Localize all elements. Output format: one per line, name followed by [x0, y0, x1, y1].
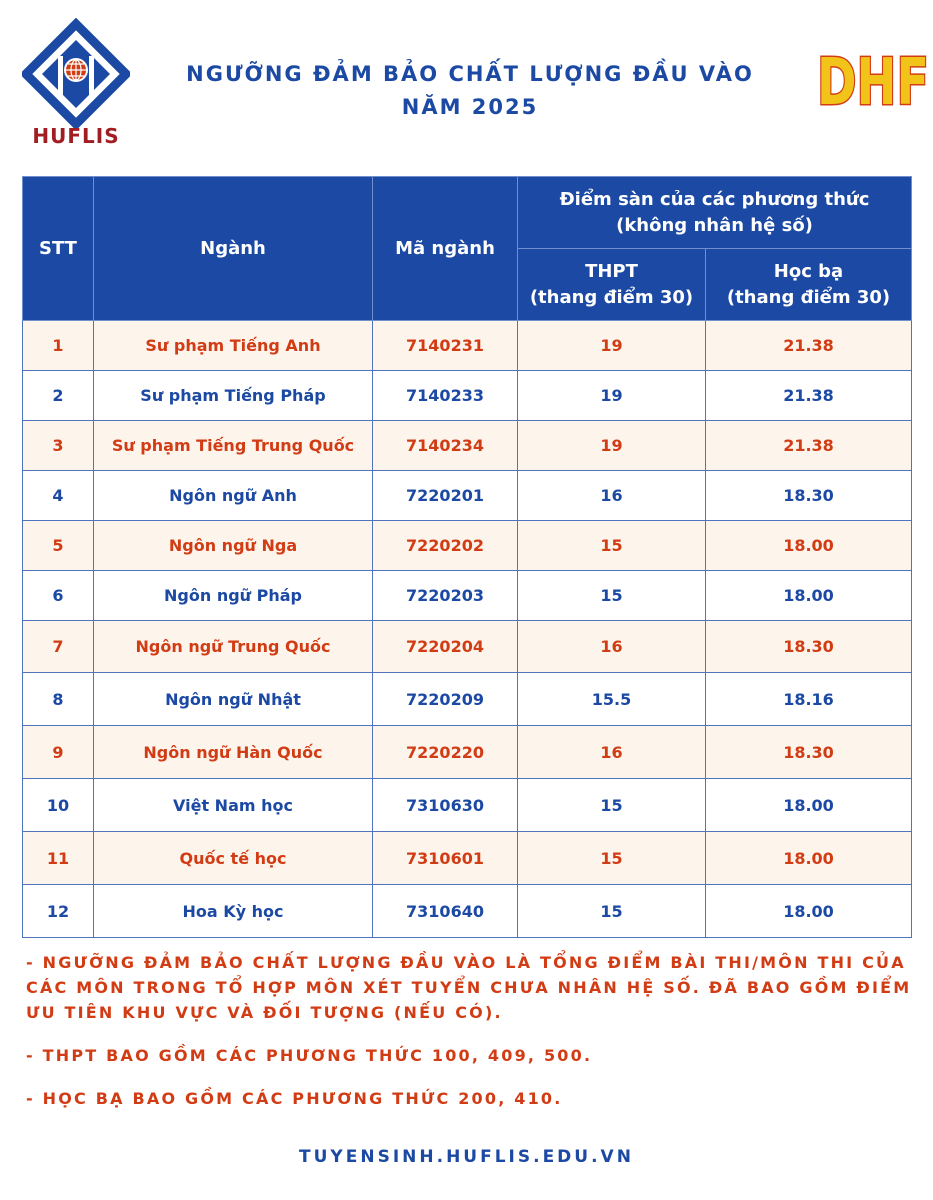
cell-hoc-ba: 18.16	[706, 673, 912, 726]
header-stt: STT	[23, 177, 94, 321]
dhf-logo	[812, 42, 930, 112]
cell-nganh: Sư phạm Tiếng Anh	[94, 321, 373, 371]
cell-nganh: Ngôn ngữ Trung Quốc	[94, 621, 373, 673]
cell-stt: 5	[23, 521, 94, 571]
cell-stt: 1	[23, 321, 94, 371]
cell-hoc-ba: 18.00	[706, 571, 912, 621]
header-group-line-1: Điểm sàn của các phương thức	[559, 188, 870, 210]
note-3: - HỌC BẠ BAO GỒM CÁC PHƯƠNG THỨC 200, 410.	[26, 1089, 563, 1108]
cell-ma-nganh: 7220204	[373, 621, 518, 673]
cell-stt: 11	[23, 832, 94, 885]
cell-ma-nganh: 7220220	[373, 726, 518, 779]
table-row	[23, 779, 912, 832]
table-row	[23, 321, 912, 371]
notes-section	[26, 950, 916, 1129]
cell-ma-nganh: 7140231	[373, 321, 518, 371]
table-row	[23, 673, 912, 726]
cell-ma-nganh: 7310630	[373, 779, 518, 832]
header-ma-nganh: Mã ngành	[373, 177, 518, 321]
cell-thpt: 15	[518, 779, 706, 832]
cell-stt: 10	[23, 779, 94, 832]
cell-hoc-ba: 18.30	[706, 471, 912, 521]
header-diem-san-group	[518, 177, 912, 249]
table-row	[23, 521, 912, 571]
cell-ma-nganh: 7220202	[373, 521, 518, 571]
cell-stt: 2	[23, 371, 94, 421]
cell-nganh: Sư phạm Tiếng Pháp	[94, 371, 373, 421]
cell-stt: 4	[23, 471, 94, 521]
header-hoc-ba	[706, 249, 912, 321]
cell-nganh: Sư phạm Tiếng Trung Quốc	[94, 421, 373, 471]
cell-nganh: Ngôn ngữ Nga	[94, 521, 373, 571]
cell-stt: 8	[23, 673, 94, 726]
header-group-line-2: (không nhân hệ số)	[616, 214, 813, 236]
cell-ma-nganh: 7140233	[373, 371, 518, 421]
cell-ma-nganh: 7220203	[373, 571, 518, 621]
page-title	[130, 58, 810, 124]
cell-nganh: Ngôn ngữ Pháp	[94, 571, 373, 621]
header-nganh: Ngành	[94, 177, 373, 321]
note-1: - NGƯỠNG ĐẢM BẢO CHẤT LƯỢNG ĐẦU VÀO LÀ TỔNG ĐIỂM BÀI THI/MÔN THI CỦA CÁC MÔN TRONG TỔ HỢP MÔN XÉT TUYỂN CHƯA NHÂN HỆ SỐ. ĐÃ BAO GỒM ĐIỂM ƯU TIÊN KHU VỰC VÀ ĐỐI TƯỢNG (NẾU CÓ).	[26, 953, 912, 1022]
cell-ma-nganh: 7140234	[373, 421, 518, 471]
cell-hoc-ba: 18.00	[706, 521, 912, 571]
cell-stt: 9	[23, 726, 94, 779]
header-hocba-line-1: Học bạ	[773, 260, 844, 282]
cell-ma-nganh: 7310640	[373, 885, 518, 938]
table-row	[23, 885, 912, 938]
cell-nganh: Hoa Kỳ học	[94, 885, 373, 938]
cell-thpt: 16	[518, 621, 706, 673]
table-row	[23, 726, 912, 779]
cell-hoc-ba: 18.30	[706, 621, 912, 673]
cell-nganh: Ngôn ngữ Anh	[94, 471, 373, 521]
cell-ma-nganh: 7220209	[373, 673, 518, 726]
header-thpt	[518, 249, 706, 321]
note-2: - THPT BAO GỒM CÁC PHƯƠNG THỨC 100, 409, 500.	[26, 1046, 593, 1065]
cell-hoc-ba: 18.30	[706, 726, 912, 779]
cell-stt: 12	[23, 885, 94, 938]
cell-nganh: Ngôn ngữ Nhật	[94, 673, 373, 726]
table-row	[23, 371, 912, 421]
header-thpt-line-2: (thang điểm 30)	[529, 286, 694, 308]
cell-hoc-ba: 21.38	[706, 421, 912, 471]
cell-hoc-ba: 18.00	[706, 885, 912, 938]
cell-nganh: Việt Nam học	[94, 779, 373, 832]
cell-stt: 6	[23, 571, 94, 621]
logo-emblem-icon	[22, 18, 130, 136]
cell-thpt: 19	[518, 421, 706, 471]
cell-stt: 7	[23, 621, 94, 673]
cell-thpt: 16	[518, 471, 706, 521]
cell-nganh: Ngôn ngữ Hàn Quốc	[94, 726, 373, 779]
cell-thpt: 19	[518, 321, 706, 371]
cell-hoc-ba: 18.00	[706, 832, 912, 885]
table-row	[23, 471, 912, 521]
cell-thpt: 19	[518, 371, 706, 421]
cell-ma-nganh: 7220201	[373, 471, 518, 521]
cell-stt: 3	[23, 421, 94, 471]
cell-ma-nganh: 7310601	[373, 832, 518, 885]
title-line-1: NGƯỠNG ĐẢM BẢO CHẤT LƯỢNG ĐẦU VÀO	[186, 62, 754, 86]
cell-hoc-ba: 21.38	[706, 371, 912, 421]
table-row	[23, 832, 912, 885]
cell-thpt: 15	[518, 571, 706, 621]
cell-thpt: 15.5	[518, 673, 706, 726]
cell-nganh: Quốc tế học	[94, 832, 373, 885]
header-hocba-line-2: (thang điểm 30)	[726, 286, 891, 308]
svg-text:DHF: DHF	[817, 46, 929, 112]
cell-hoc-ba: 18.00	[706, 779, 912, 832]
dhf-wordmark-icon	[812, 42, 930, 112]
cell-thpt: 15	[518, 885, 706, 938]
header-thpt-line-1: THPT	[585, 260, 638, 282]
cell-thpt: 15	[518, 832, 706, 885]
cell-thpt: 16	[518, 726, 706, 779]
logo-text: HUFLIS	[32, 124, 120, 148]
score-table	[22, 176, 912, 938]
cell-hoc-ba: 21.38	[706, 321, 912, 371]
cell-thpt: 15	[518, 521, 706, 571]
title-line-2: NĂM 2025	[401, 95, 539, 119]
website-link[interactable]: TUYENSINH.HUFLIS.EDU.VN	[299, 1147, 634, 1167]
table-row	[23, 421, 912, 471]
table-row	[23, 621, 912, 673]
table-row	[23, 571, 912, 621]
